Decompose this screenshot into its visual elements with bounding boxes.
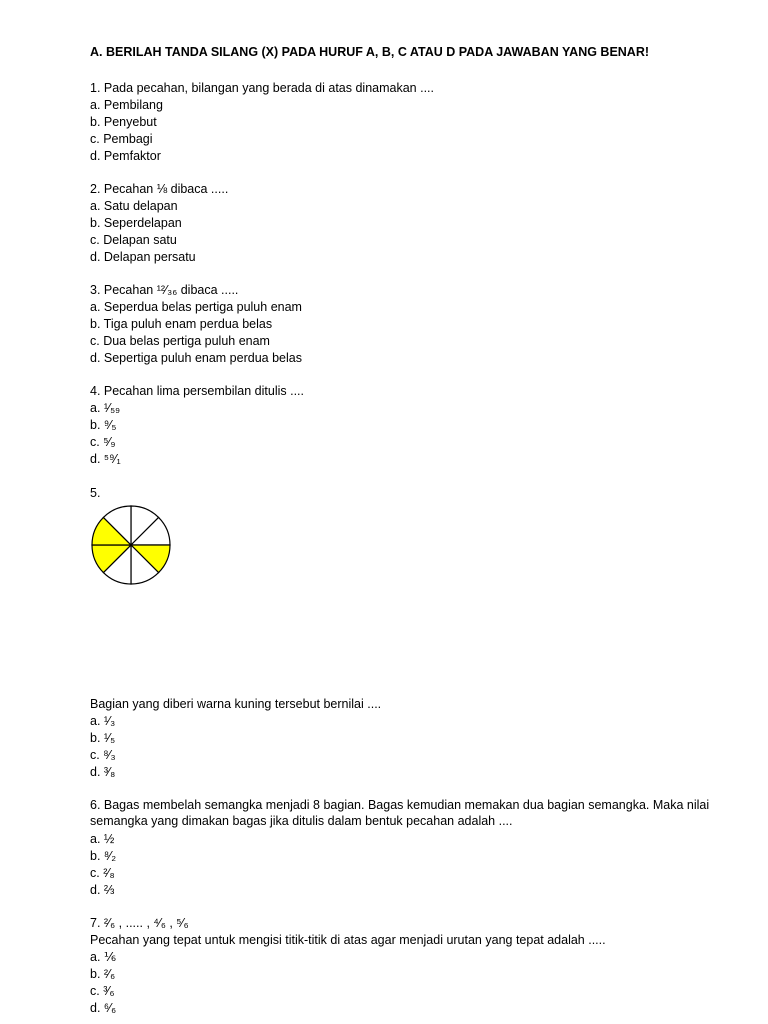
q1-option-d[interactable]: d. Pemfaktor bbox=[90, 149, 161, 163]
question-5: Bagian yang diberi warna kuning tersebut bernilai .... bbox=[90, 697, 382, 711]
q4-option-d[interactable]: d. ⁵⁹⁄₁ bbox=[90, 452, 121, 466]
q7-option-d[interactable]: d. ⁶⁄₆ bbox=[90, 1001, 117, 1015]
question-7: Pecahan yang tepat untuk mengisi titik-titik di atas agar menjadi urutan yang tepat adalah ..... bbox=[90, 933, 606, 947]
q5-option-d[interactable]: d. ³⁄₈ bbox=[90, 765, 116, 779]
q4-option-a[interactable]: a. ¹⁄₅₉ bbox=[90, 401, 121, 415]
question-7-sequence: 7. ²⁄₆ , ..... , ⁴⁄₆ , ⁵⁄₆ bbox=[90, 916, 189, 930]
question-6: 6. Bagas membelah semangka menjadi 8 bagian. Bagas kemudian memakan dua bagian semangka. Maka nilai semangka yang dimakan bagas jika ditulis dalam bentuk pecahan adalah .... bbox=[90, 798, 710, 828]
q5-option-a[interactable]: a. ¹⁄₃ bbox=[90, 714, 116, 728]
q7-option-a[interactable]: a. ⅙ bbox=[90, 950, 117, 964]
question-2: 2. Pecahan ⅛ dibaca ..... bbox=[90, 182, 229, 196]
q3-option-d[interactable]: d. Sepertiga puluh enam perdua belas bbox=[90, 351, 302, 365]
q5-option-c[interactable]: c. ⁸⁄₃ bbox=[90, 748, 116, 762]
pie-slices bbox=[92, 506, 170, 584]
instruction-heading: A. BERILAH TANDA SILANG (X) PADA HURUF A, B, C ATAU D PADA JAWABAN YANG BENAR! bbox=[90, 45, 650, 59]
q1-option-a[interactable]: a. Pembilang bbox=[90, 98, 163, 112]
q7-option-b[interactable]: b. ²⁄₆ bbox=[90, 967, 116, 981]
q7-option-c[interactable]: c. ³⁄₆ bbox=[90, 984, 115, 998]
q1-option-b[interactable]: b. Penyebut bbox=[90, 115, 157, 129]
q5-option-b[interactable]: b. ¹⁄₅ bbox=[90, 731, 116, 745]
q6-option-d[interactable]: d. ⅔ bbox=[90, 883, 115, 897]
q6-option-b[interactable]: b. ⁸⁄₂ bbox=[90, 849, 117, 863]
q2-option-d[interactable]: d. Delapan persatu bbox=[90, 250, 196, 264]
q4-option-b[interactable]: b. ⁹⁄₅ bbox=[90, 418, 117, 432]
q3-option-c[interactable]: c. Dua belas pertiga puluh enam bbox=[90, 334, 270, 348]
question-5-number: 5. bbox=[90, 486, 101, 500]
q2-option-c[interactable]: c. Delapan satu bbox=[90, 233, 177, 247]
q2-option-a[interactable]: a. Satu delapan bbox=[90, 199, 178, 213]
q3-option-a[interactable]: a. Seperdua belas pertiga puluh enam bbox=[90, 300, 302, 314]
q3-option-b[interactable]: b. Tiga puluh enam perdua belas bbox=[90, 317, 273, 331]
q1-option-c[interactable]: c. Pembagi bbox=[90, 132, 153, 146]
q2-option-b[interactable]: b. Seperdelapan bbox=[90, 216, 182, 230]
question-3: 3. Pecahan ¹²⁄₃₆ dibaca ..... bbox=[90, 283, 239, 297]
q6-option-a[interactable]: a. ½ bbox=[90, 832, 115, 846]
question-1: 1. Pada pecahan, bilangan yang berada di atas dinamakan .... bbox=[90, 81, 435, 95]
q6-option-c[interactable]: c. ²⁄₈ bbox=[90, 866, 115, 880]
fraction-pie-diagram bbox=[90, 504, 172, 586]
q4-option-c[interactable]: c. ⁵⁄₉ bbox=[90, 435, 116, 449]
question-4: 4. Pecahan lima persembilan ditulis .... bbox=[90, 384, 304, 398]
